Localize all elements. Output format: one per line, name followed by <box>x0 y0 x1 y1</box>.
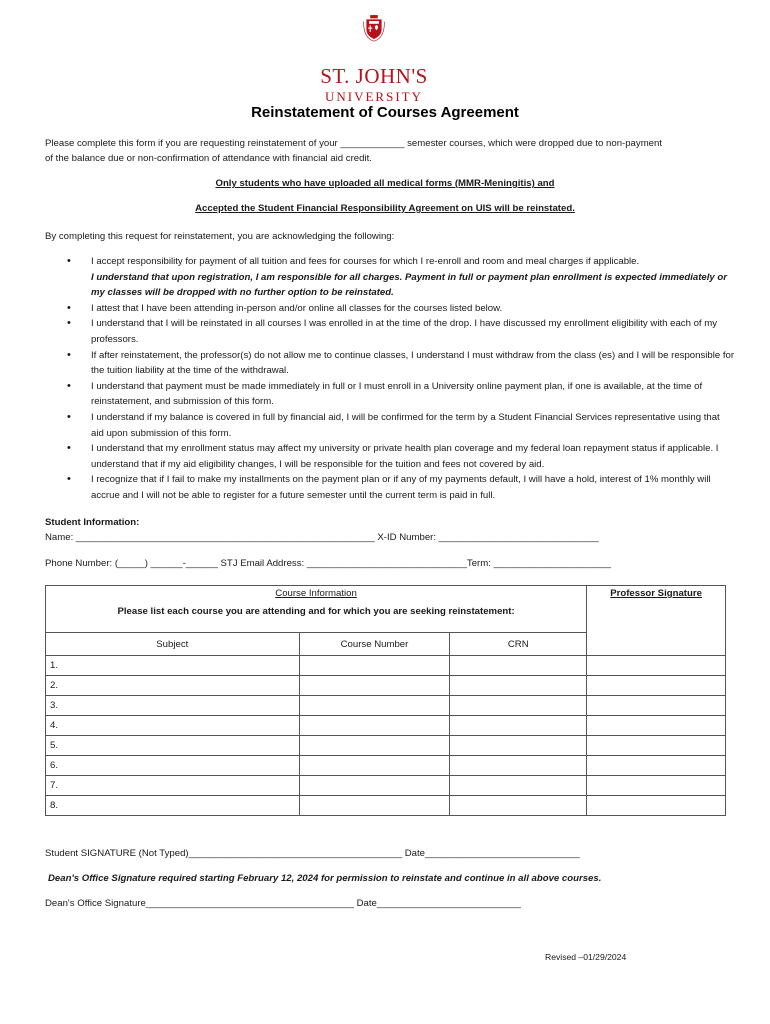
phone-email-term-field[interactable]: Phone Number: (_____) ______-______ STJ Email Address: ______________________________Term: ______________________ <box>45 558 611 569</box>
dean-signature-field[interactable]: Dean's Office Signature_______________________________________ Date___________________________ <box>45 898 521 909</box>
subject-cell[interactable] <box>46 756 300 776</box>
crn-cell[interactable] <box>450 656 587 676</box>
university-seal-logo <box>318 14 430 64</box>
course-info-header <box>46 586 587 633</box>
list-item-text: I accept responsibility for payment of all tuition and fees for courses for which I re-enroll and room and meal charges if applicable. <box>91 256 640 267</box>
course-number-cell[interactable] <box>299 776 450 796</box>
list-item-emphasis: I understand that upon registration, I am responsible for all charges. Payment in full or payment plan enrollment is expected immediately or my classes will be dropped with no further option to be reinstated. <box>91 271 727 299</box>
list-item-text: I understand that my enrollment status may affect my university or private health plan coverage and my federal loan repayment status if applicable. I understand that if my aid eligibility changes, I will be responsible for the tuition and fees not covered by aid. <box>91 443 719 470</box>
list-item <box>45 379 735 410</box>
subject-cell[interactable] <box>46 796 300 816</box>
course-table <box>45 585 726 816</box>
table-row <box>46 736 726 756</box>
row-number: 4. <box>50 720 59 731</box>
dean-signature-notice: Dean's Office Signature required starting February 12, 2024 for permission to reinstate and continue in all above courses. <box>48 873 602 884</box>
row-number: 8. <box>50 800 59 811</box>
row-number: 1. <box>50 660 59 671</box>
list-item-text: I attest that I have been attending in-person and/or online all classes for the courses listed below. <box>91 302 503 314</box>
list-item <box>45 316 735 347</box>
subject-cell[interactable] <box>46 696 300 716</box>
crn-cell[interactable] <box>450 716 587 736</box>
table-row <box>46 756 726 776</box>
course-number-cell[interactable] <box>299 796 450 816</box>
professor-signature-header <box>587 586 726 656</box>
list-item <box>45 441 735 472</box>
list-item <box>45 301 735 317</box>
course-number-cell[interactable] <box>299 716 450 736</box>
row-number: 2. <box>50 680 59 691</box>
intro-line-2: of the balance due or non-confirmation of attendance with financial aid credit. <box>45 153 372 164</box>
course-number-cell[interactable] <box>299 736 450 756</box>
list-item-text: If after reinstatement, the professor(s) do not allow me to continue classes, I understand I must withdraw from the class (es) and I will be responsible for the tuition liability at the time of the withdrawal. <box>91 349 735 377</box>
list-item-text: I understand that I will be reinstated in all courses I was enrolled in at the time of the drop. I have discussed my enrollment eligibility with each of my professors. <box>91 318 718 345</box>
acknowledge-text: By completing this request for reinstatement, you are acknowledging the following: <box>45 231 395 242</box>
column-header-crn: CRN <box>450 633 587 656</box>
professor-signature-cell[interactable] <box>587 776 726 796</box>
course-number-cell[interactable] <box>299 696 450 716</box>
list-item <box>45 348 735 379</box>
row-number: 6. <box>50 760 59 771</box>
table-row <box>46 776 726 796</box>
revised-date: Revised –01/29/2024 <box>545 952 627 962</box>
crn-cell[interactable] <box>450 696 587 716</box>
notice-line-2: Accepted the Student Financial Responsibility Agreement on UIS will be reinstated. <box>195 203 575 214</box>
table-row <box>46 676 726 696</box>
row-number: 5. <box>50 740 59 751</box>
list-item <box>45 254 735 301</box>
row-number: 7. <box>50 780 59 791</box>
student-info-heading: Student Information: <box>45 517 140 528</box>
subject-cell[interactable] <box>46 716 300 736</box>
crn-cell[interactable] <box>450 776 587 796</box>
row-number: 3. <box>50 700 59 711</box>
intro-line-1: Please complete this form if you are requesting reinstatement of your ____________ semester courses, which were dropped due to non-payment <box>45 138 663 149</box>
course-instruction: Please list each course you are attending and for which you are seeking reinstatement: <box>117 606 515 617</box>
course-number-cell[interactable] <box>299 676 450 696</box>
table-row <box>46 796 726 816</box>
list-item <box>45 472 735 503</box>
list-item-text: I understand if my balance is covered in full by financial aid, I will be confirmed for the term by a Student Financial Services representative using that aid upon submission of this form. <box>91 411 720 439</box>
student-signature-field[interactable]: Student SIGNATURE (Not Typed)________________________________________ Date_____________________________ <box>45 848 580 859</box>
course-number-cell[interactable] <box>299 656 450 676</box>
list-item <box>45 410 735 441</box>
page-title: Reinstatement of Courses Agreement <box>251 104 519 121</box>
table-row <box>46 696 726 716</box>
university-name-line2: UNIVERSITY <box>325 89 423 104</box>
professor-signature-cell[interactable] <box>587 676 726 696</box>
subject-cell[interactable] <box>46 676 300 696</box>
list-item-text: I recognize that if I fail to make my installments on the payment plan or if any of my payments default, I will have a hold, interest of 1% monthly will accrue and I will not be able to register for a future semester until the current term is paid in full. <box>91 474 711 501</box>
column-header-subject: Subject <box>46 633 300 656</box>
professor-signature-cell[interactable] <box>587 756 726 776</box>
table-row <box>46 716 726 736</box>
notice-line-1: Only students who have uploaded all medical forms (MMR-Meningitis) and <box>215 178 555 189</box>
professor-signature-cell[interactable] <box>587 656 726 676</box>
crn-cell[interactable] <box>450 796 587 816</box>
course-number-cell[interactable] <box>299 756 450 776</box>
name-xid-field[interactable]: Name: ________________________________________________________ X-ID Number: ______________________________ <box>45 532 599 543</box>
university-name-line1: ST. JOHN'S <box>320 64 428 88</box>
list-item-text: I understand that payment must be made immediately in full or I must enroll in a University online payment plan, if one is available, at the time of reinstatement, and submission of this form. <box>91 380 703 408</box>
professor-signature-cell[interactable] <box>587 696 726 716</box>
professor-signature-cell[interactable] <box>587 736 726 756</box>
course-info-label: Course Information <box>275 588 357 599</box>
subject-cell[interactable] <box>46 736 300 756</box>
professor-signature-cell[interactable] <box>587 796 726 816</box>
professor-signature-cell[interactable] <box>587 716 726 736</box>
crn-cell[interactable] <box>450 756 587 776</box>
acknowledgement-list <box>45 254 735 504</box>
column-header-course-number: Course Number <box>299 633 450 656</box>
subject-cell[interactable] <box>46 776 300 796</box>
professor-signature-label: Professor Signature <box>610 588 702 599</box>
table-row <box>46 656 726 676</box>
crn-cell[interactable] <box>450 676 587 696</box>
crn-cell[interactable] <box>450 736 587 756</box>
subject-cell[interactable] <box>46 656 300 676</box>
